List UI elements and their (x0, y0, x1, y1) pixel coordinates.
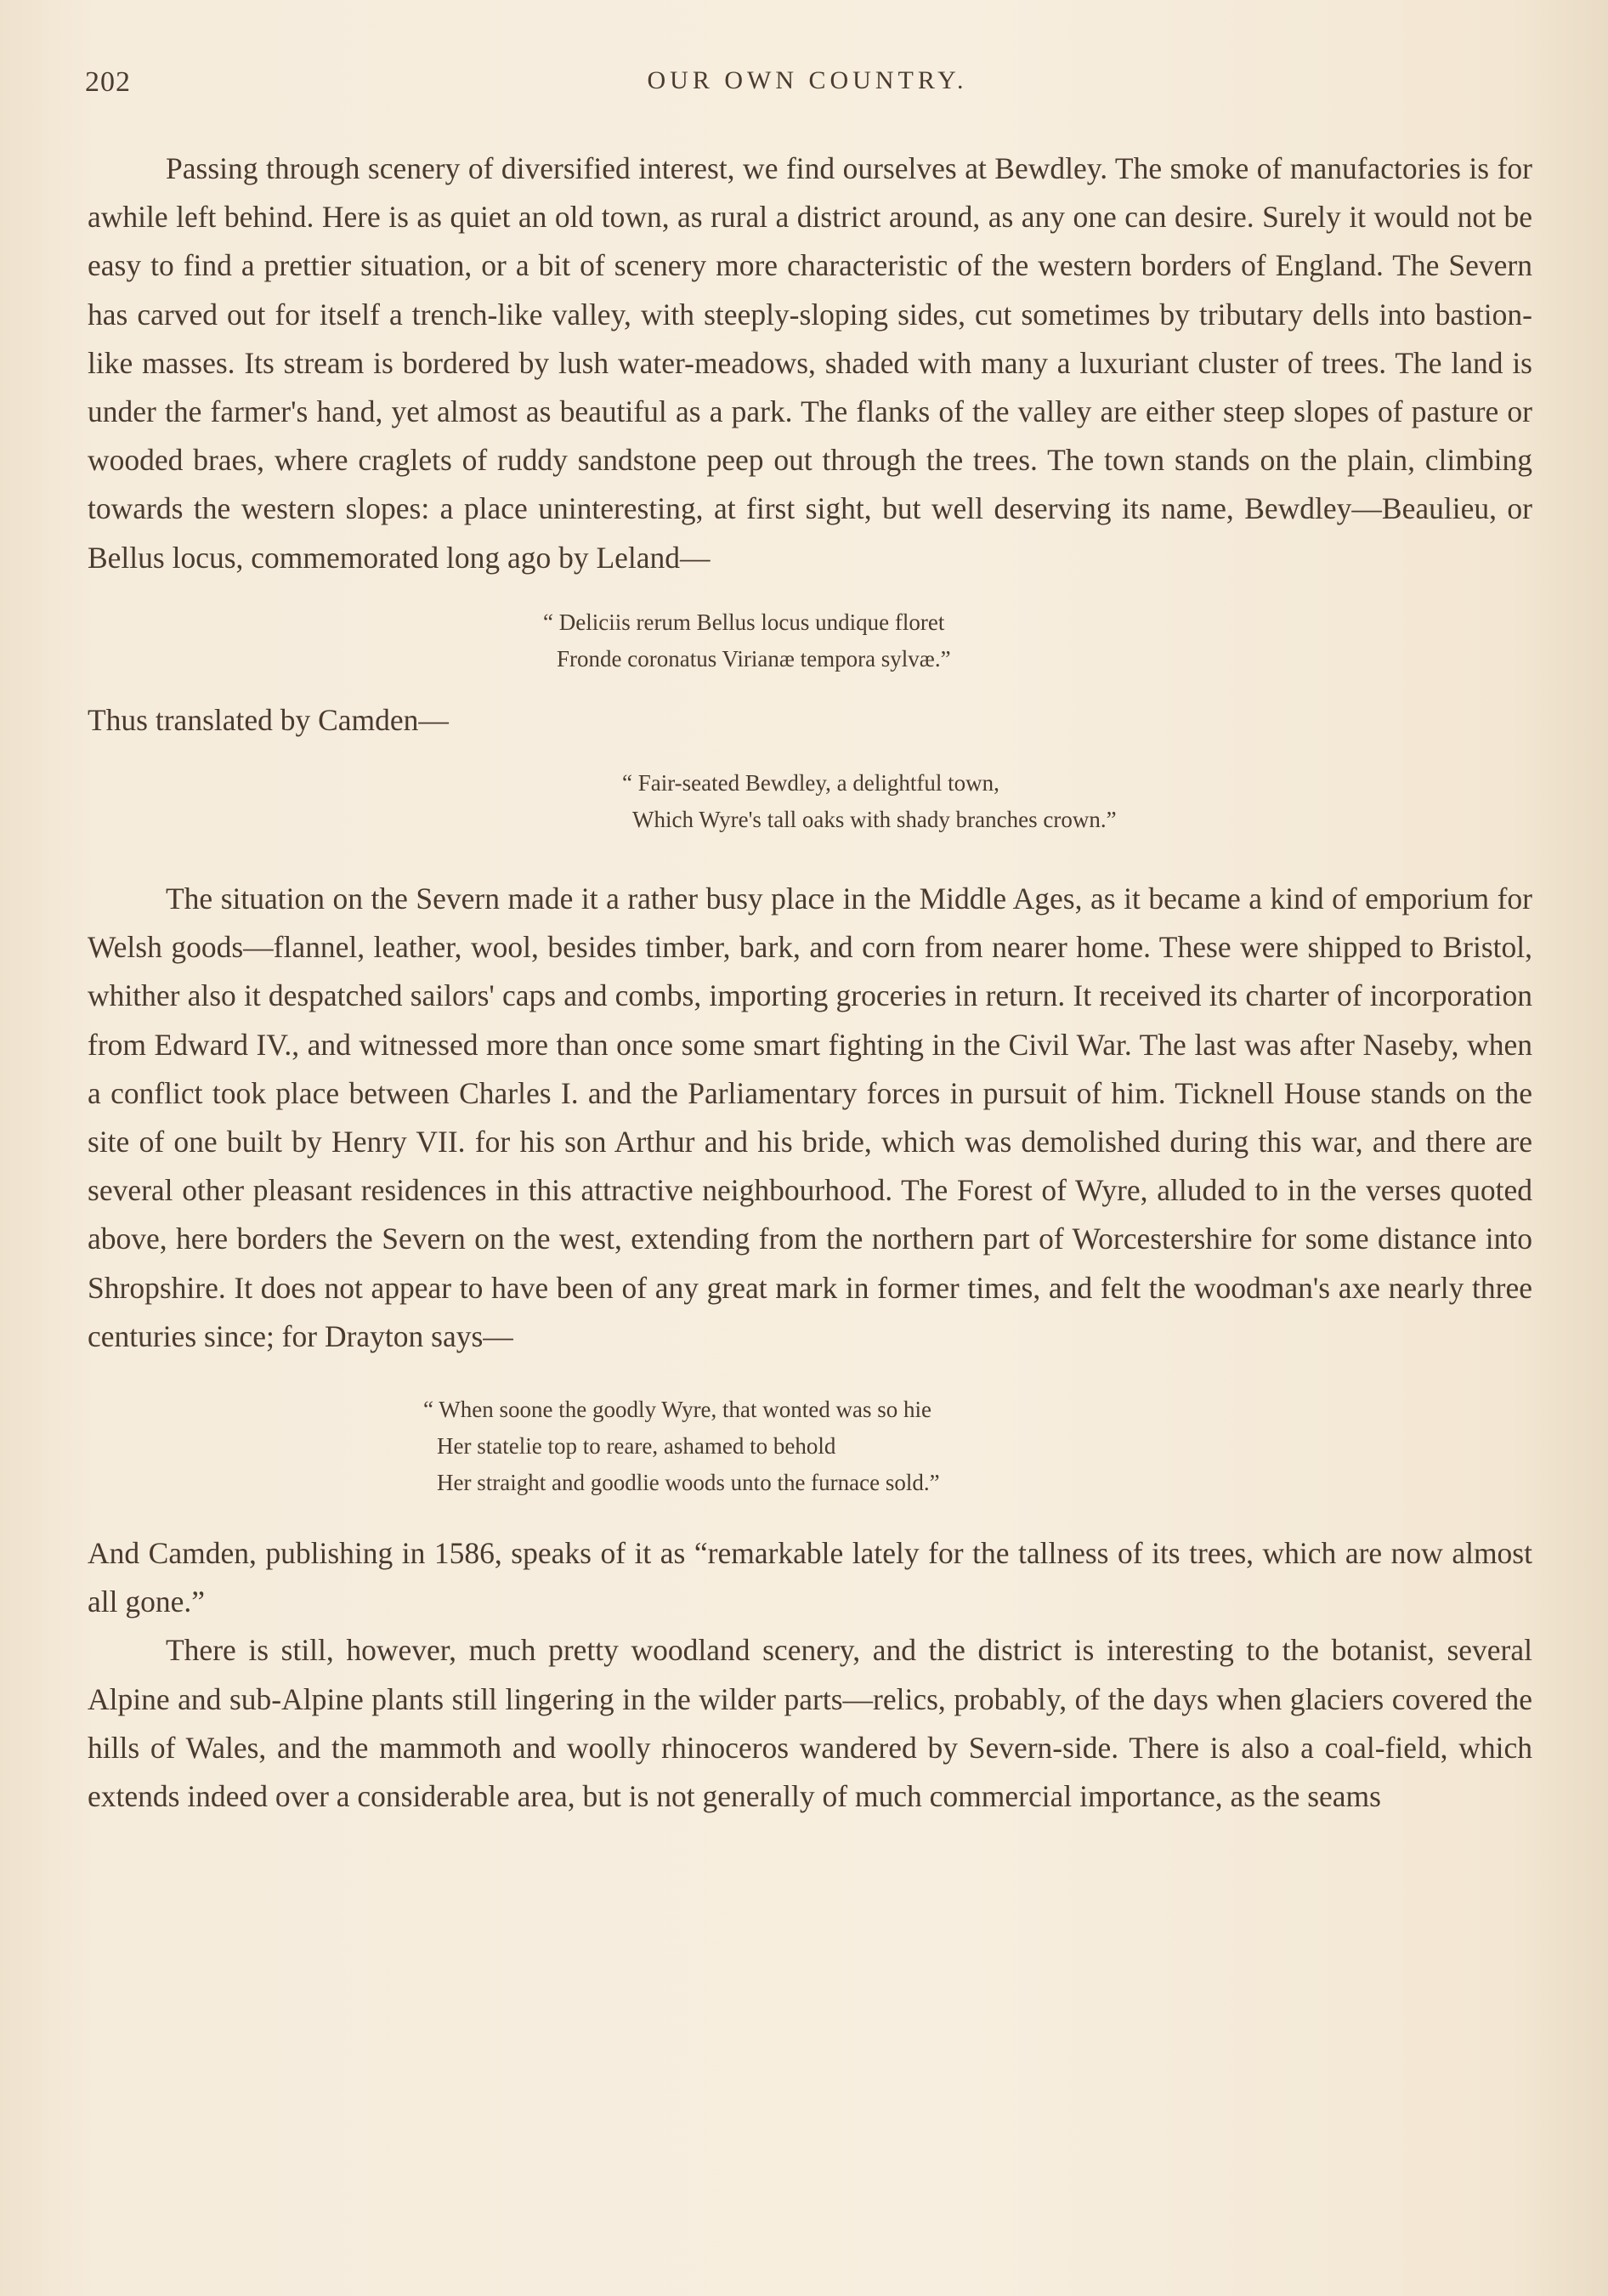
verse-line: Her straight and goodlie woods unto the furnace sold.” (437, 1470, 940, 1496)
paragraph-camden-1586: And Camden, publishing in 1586, speaks of it as “remarkable lately for the tallness of its trees, which are now almost all gone.” (88, 1536, 1532, 1619)
verse-line: Fronde coronatus Virianæ tempora sylvæ.” (557, 645, 951, 672)
verse-line: “ Deliciis rerum Bellus locus undique floret (543, 609, 945, 635)
verse-drayton (423, 1392, 1532, 1501)
paragraph-bewdley-intro: Passing through scenery of diversified interest, we find ourselves at Bewdley. The smoke of manufactories is for awhile left behind. Here is as quiet an old town, as rural a district around, as any one can desire. Surely it would not be easy to find a prettier situation, or a bit of scenery more characteristic of the western borders of England. The Severn has carved out for itself a trench-like valley, with steeply-sloping sides, cut sometimes by tributary dells into bastion-like masses. Its stream is bordered by lush water-meadows, shaded with many a luxuriant cluster of trees. The land is under the farmer's hand, yet almost as beautiful as a park. The flanks of the valley are either steep slopes of pasture or wooded braes, where craglets of ruddy sandstone peep out through the trees. The town stands on the plain, climbing towards the western slopes: a place uninteresting, at first sight, but well deserving its name, Bewdley—Beaulieu, or Bellus locus, commemorated long ago by Leland— (88, 151, 1532, 575)
verse-line: Her statelie top to reare, ashamed to behold (437, 1433, 836, 1460)
page-number: 202 (85, 66, 131, 98)
paragraph-middle-ages: The situation on the Severn made it a rather busy place in the Middle Ages, as it became a kind of emporium for Welsh goods—flannel, leather, wool, besides timber, bark, and corn from nearer home. These were shipped to Bristol, whither also it despatched sailors' caps and combs, importing groceries in return. It received its charter of incorporation from Edward IV., and witnessed more than once some smart fighting in the Civil War. The last was after Naseby, when a conflict took place between Charles I. and the Parliamentary forces in pursuit of him. Ticknell House stands on the site of one built by Henry VII. for his son Arthur and his bride, which was demolished during this war, and there are several other pleasant residences in this attractive neighbourhood. The Forest of Wyre, alluded to in the verses quoted above, here borders the Severn on the west, extending from the northern part of Worcestershire for some distance into Shropshire. It does not appear to have been of any great mark in former times, and felt the woodman's axe nearly three centuries since; for Drayton says— (88, 882, 1532, 1353)
verse-line: “ When soone the goodly Wyre, that wonted was so hie (423, 1397, 931, 1423)
verse-line: Which Wyre's tall oaks with shady branches crown.” (632, 807, 1117, 833)
verse-leland (543, 604, 1532, 677)
verse-camden (529, 765, 1532, 838)
paragraph-camden-translation: Thus translated by Camden— (88, 702, 449, 737)
verse-line: “ Fair-seated Bewdley, a delightful town, (622, 770, 999, 797)
running-head: OUR OWN COUNTRY. (647, 66, 968, 94)
body-text (88, 145, 1532, 1821)
paragraph-woodland-scenery: There is still, however, much pretty woodland scenery, and the district is interesting to the botanist, several Alpine and sub-Alpine plants still lingering in the wilder parts—relics, probably, of the days when glaciers covered the hills of Wales, and the mammoth and woolly rhinoceros wandered by Severn-side. There is also a coal-field, which extends indeed over a considerable area, but is not generally of much commercial importance, as the seams (88, 1633, 1532, 1814)
page-header (85, 66, 1530, 109)
